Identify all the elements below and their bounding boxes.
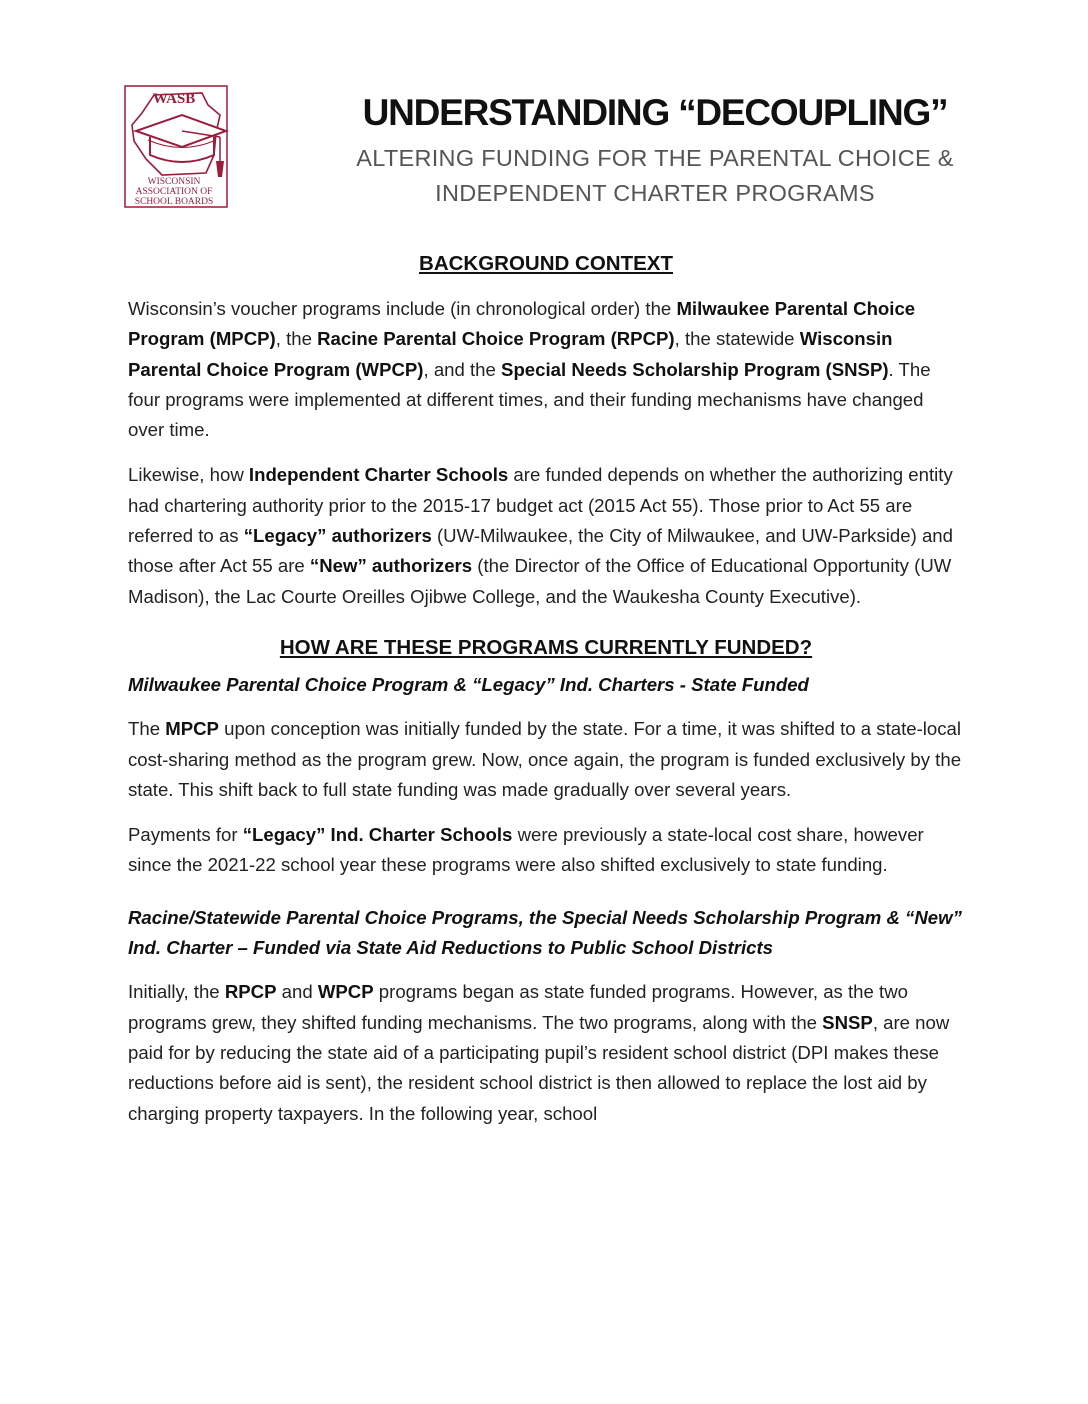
wasb-logo [124, 85, 238, 209]
logo-bottom-text-2: ASSOCIATION OF [135, 187, 213, 197]
document-title: UNDERSTANDING “DECOUPLING” [362, 92, 948, 133]
logo-top-text: WASB [152, 91, 196, 107]
logo-bottom-text-3: SCHOOL BOARDS [134, 197, 214, 207]
paragraph-rpcp-wpcp: Initially, the RPCP and WPCP programs began as state funded programs. However, as the two programs grew, they shifted funding mechanisms. The two programs, along with the SNSP, are now paid for by reducing the state aid of a participating pupil’s resident school district (DPI makes these reductions before aid is sent), the resident school district is then allowed to replace the lost aid by charging property taxpayers. In the following year, school [128, 981, 950, 1124]
paragraph-legacy-charters: Payments for “Legacy” Ind. Charter Schools were previously a state-local cost share, however since the 2021-22 school year these programs were also shifted exclusively to state funding. [128, 824, 924, 876]
logo-bottom-text-1: WISCONSIN [147, 177, 201, 187]
subheading-racine-statewide: Racine/Statewide Parental Choice Programs, the Special Needs Scholarship Program & “New” Ind. Charter – Funded via State Aid Reductions to Public School Districts [128, 906, 962, 959]
funding-heading: HOW ARE THESE PROGRAMS CURRENTLY FUNDED? [279, 635, 813, 659]
document-subtitle [240, 141, 1070, 211]
paragraph-charter-authorizers: Likewise, how Independent Charter Schools are funded depends on whether the authorizing entity had chartering authority prior to the 2015-17 budget act (2015 Act 55). Those prior to Act 55 are referred to as “Legacy” authorizers (UW-Milwaukee, the City of Milwaukee, and UW-Parkside) and those after Act 55 are “New” authorizers (the Director of the Office of Educational Opportunity (UW Madison), the Lac Courte Oreilles Ojibwe College, and the Waukesha County Executive). [128, 464, 953, 607]
background-heading: BACKGROUND CONTEXT [419, 252, 673, 275]
subtitle-line-2: INDEPENDENT CHARTER PROGRAMS [435, 180, 875, 206]
document-body [128, 252, 964, 1129]
paragraph-mpcp: The MPCP upon conception was initially funded by the state. For a time, it was shifted to a state-local cost-sharing method as the program grew. Now, once again, the program is funded exclusively by the state. This shift back to full state funding was made gradually over several years. [128, 718, 962, 800]
subtitle-line-1: ALTERING FUNDING FOR THE PARENTAL CHOICE & [356, 145, 954, 171]
subheading-mpcp: Milwaukee Parental Choice Program & “Legacy” Ind. Charters - State Funded [128, 673, 809, 695]
paragraph-voucher-programs: Wisconsin’s voucher programs include (in chronological order) the Milwaukee Parental Choice Program (MPCP), the Racine Parental Choice Program (RPCP), the statewide Wisconsin Parental Choice Program (WPCP), and the Special Needs Scholarship Program (SNSP). The four programs were implemented at different times, and their funding mechanisms have changed over time. [128, 298, 931, 441]
graduation-cap-logo-icon [124, 85, 238, 209]
